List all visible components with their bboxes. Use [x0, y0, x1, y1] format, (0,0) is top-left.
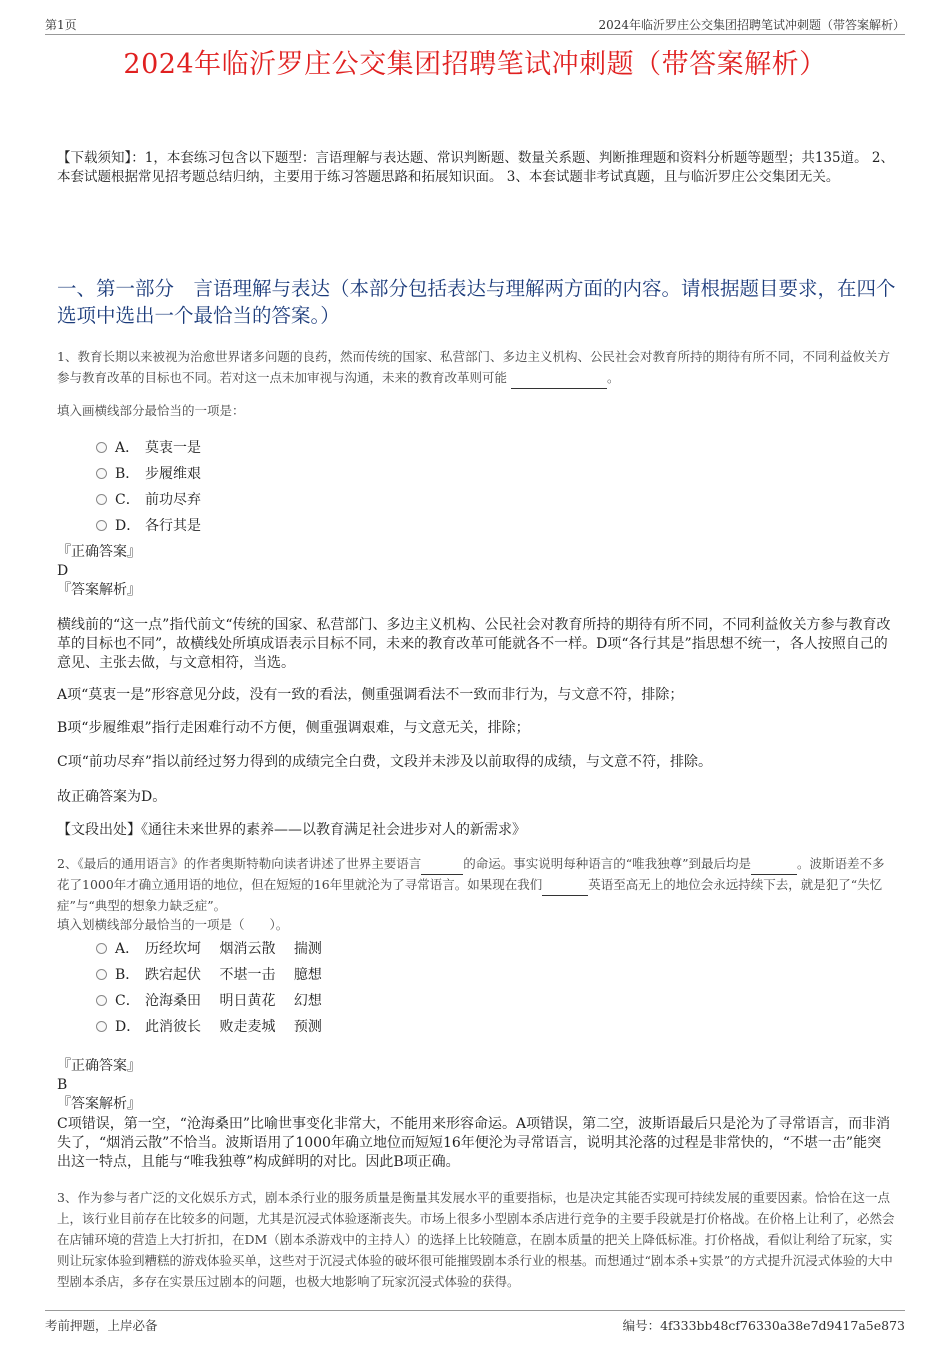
- question-2-text-b: 的命运。事实说明每种语言的“唯我独尊”到最后均是: [463, 856, 752, 871]
- option-text: 沧海桑田 明日黄花 幻想: [145, 993, 322, 1009]
- question-1-analysis-p1: 横线前的“这一点”指代前文“传统的国家、私营部门、多边主义机构、公民社会对教育所持的期待有所不同，不同利益攸关方参与教育改革的目标也不同”，故横线处所填成语表示目标不同，未来的教育改革可能就各不一样。D项“各行其是”指思想不统一，各人按照自己的意见、主张去做，与文意相符，当选。: [57, 617, 891, 671]
- option-d[interactable]: [96, 1016, 322, 1036]
- question-1-analysis-p3: B项“步履维艰”指行走困难行动不方便，侧重强调艰难，与文意无关，排除；: [57, 720, 530, 736]
- option-a[interactable]: [96, 938, 322, 958]
- question-2-answer: [57, 1057, 141, 1114]
- option-text: 各行其是: [145, 518, 201, 534]
- option-letter: A．: [115, 941, 140, 957]
- option-text: 跌宕起伏 不堪一击 臆想: [145, 967, 322, 983]
- option-text: 此消彼长 败走麦城 预测: [145, 1019, 322, 1035]
- page-number: 第1页: [45, 18, 77, 32]
- serial-label: 编号：: [622, 1318, 661, 1333]
- radio-icon[interactable]: [96, 494, 107, 505]
- radio-icon[interactable]: [96, 468, 107, 479]
- answer-blank: [542, 875, 588, 896]
- question-1-analysis-p5: 故正确答案为D。: [57, 789, 167, 805]
- document-title: 2024年临沂罗庄公交集团招聘笔试冲刺题（带答案解析）: [123, 49, 827, 80]
- question-2-text-d: 英语至高无上的地位会永远持续下去，就是犯了“失忆症”与“典型的想象力缺乏症”。: [57, 877, 883, 913]
- option-d[interactable]: [96, 515, 201, 535]
- option-text: 步履维艰: [145, 466, 201, 482]
- option-letter: B．: [115, 466, 140, 482]
- question-1-end: 。: [607, 370, 620, 385]
- radio-icon[interactable]: [96, 943, 107, 954]
- answer-label: 『正确答案』: [57, 544, 141, 560]
- question-1-source: 【文段出处】《通往未来世界的素养——以教育满足社会进步对人的新需求》: [57, 822, 526, 838]
- analysis-label: 『答案解析』: [57, 582, 141, 598]
- option-c[interactable]: [96, 489, 201, 509]
- footer-slogan: 考前押题，上岸必备: [45, 1318, 158, 1333]
- option-letter: D．: [115, 518, 141, 534]
- page-header: [45, 14, 905, 35]
- question-1-stem: [57, 346, 895, 389]
- analysis-label: 『答案解析』: [57, 1096, 141, 1112]
- footer-serial: [623, 1316, 905, 1334]
- answer-value: B: [57, 1077, 68, 1093]
- question-2-analysis: C项错误，第一空，“沧海桑田”比喻世事变化非常大，不能用来形容命运。A项错误，第二空，波斯语最后只是沦为了寻常语言，而非消失了，“烟消云散”不恰当。波斯语用了1000年确立地位而短短16年便沦为寻常语言，说明其沦落的过程是非常快的，“不堪一击”能突出这一特点，且能与“唯我独尊”构成鲜明的对比。因此B项正确。: [57, 1116, 891, 1170]
- option-letter: D．: [115, 1019, 141, 1035]
- question-2-stem: [57, 854, 895, 916]
- answer-label: 『正确答案』: [57, 1058, 141, 1074]
- serial-number: 4f333bb48cf76330a38e7d9417a5e873: [660, 1318, 905, 1333]
- download-notice: 【下载须知】：1，本套练习包含以下题型：言语理解与表达题、常识判断题、数量关系题、判断推理题和资料分析题等题型；共135道。 2、本套试题根据常见招考题总结归纳，主要用于练习答题思路和拓展知识面。 3、本套试题非考试真题，且与临沂罗庄公交集团无关。: [57, 150, 894, 185]
- question-1-text: 1、教育长期以来被视为治愈世界诸多问题的良药，然而传统的国家、私营部门、多边主义机构、公民社会对教育所持的期待有所不同，不同利益攸关方参与教育改革的目标也不同。若对这一点未加审视与沟通，未来的教育改革则可能: [57, 349, 890, 385]
- question-2-text-a: 2、《最后的通用语言》的作者奥斯特勒向读者讲述了世界主要语言: [57, 856, 422, 871]
- question-1-prompt: 填入画横线部分最恰当的一项是：: [57, 403, 245, 418]
- radio-icon[interactable]: [96, 995, 107, 1006]
- option-letter: C．: [115, 993, 140, 1009]
- section-heading: 一、第一部分 言语理解与表达（本部分包括表达与理解两方面的内容。请根据题目要求，在四个选项中选出一个最恰当的答案。）: [57, 277, 896, 327]
- option-text: 前功尽弃: [145, 492, 201, 508]
- option-letter: A．: [115, 440, 140, 456]
- question-1-analysis-p4: C项“前功尽弃”指以前经过努力得到的成绩完全白费，文段并未涉及以前取得的成绩，与文意不符，排除。: [57, 754, 713, 770]
- option-letter: B．: [115, 967, 140, 983]
- radio-icon[interactable]: [96, 442, 107, 453]
- page-footer: [45, 1310, 905, 1335]
- option-text: 莫衷一是: [145, 440, 201, 456]
- option-letter: C．: [115, 492, 140, 508]
- question-1-answer: [57, 543, 141, 600]
- question-2-text-c: 。波斯语差不多花了1000年才确立通用语的地位，但在短短的16年里就沦为了寻常语言。如果现在我们: [57, 856, 885, 892]
- header-doc-title: 2024年临沂罗庄公交集团招聘笔试冲刺题（带答案解析）: [598, 18, 905, 32]
- option-b[interactable]: [96, 463, 201, 483]
- question-3-stem: 3、作为参与者广泛的文化娱乐方式，剧本杀行业的服务质量是衡量其发展水平的重要指标，也是决定其能否实现可持续发展的重要因素。恰恰在这一点上，该行业目前存在比较多的问题，尤其是沉浸式体验逐渐丧失。市场上很多小型剧本杀店进行竞争的主要手段就是打价格战。在价格上让利了，必然会在店铺环境的营造上大打折扣，在DM（剧本杀游戏中的主持人）的选择上比较随意，在剧本质量的把关上降低标准。打价格战，看似让利给了玩家，实则让玩家体验到糟糕的游戏体验买单，这些对于沉浸式体验的破坏很可能摧毁剧本杀行业的根基。而想通过“剧本杀+实景”的方式提升沉浸式体验的大中型剧本杀店，多存在实景压过剧本的问题，也极大地影响了玩家沉浸式体验的获得。: [57, 1190, 895, 1289]
- question-2-prompt: 填入划横线部分最恰当的一项是（ ）。: [57, 917, 289, 932]
- radio-icon[interactable]: [96, 969, 107, 980]
- answer-blank: [421, 854, 463, 875]
- radio-icon[interactable]: [96, 1021, 107, 1032]
- option-a[interactable]: [96, 437, 201, 457]
- answer-blank: [751, 854, 797, 875]
- question-1-analysis-p2: A项“莫衷一是”形容意见分歧，没有一致的看法，侧重强调看法不一致而非行为，与文意不符，排除；: [57, 687, 684, 703]
- radio-icon[interactable]: [96, 520, 107, 531]
- option-text: 历经坎坷 烟消云散 揣测: [145, 941, 322, 957]
- option-b[interactable]: [96, 964, 322, 984]
- answer-value: D: [57, 563, 69, 579]
- answer-blank: [511, 367, 607, 389]
- option-c[interactable]: [96, 990, 322, 1010]
